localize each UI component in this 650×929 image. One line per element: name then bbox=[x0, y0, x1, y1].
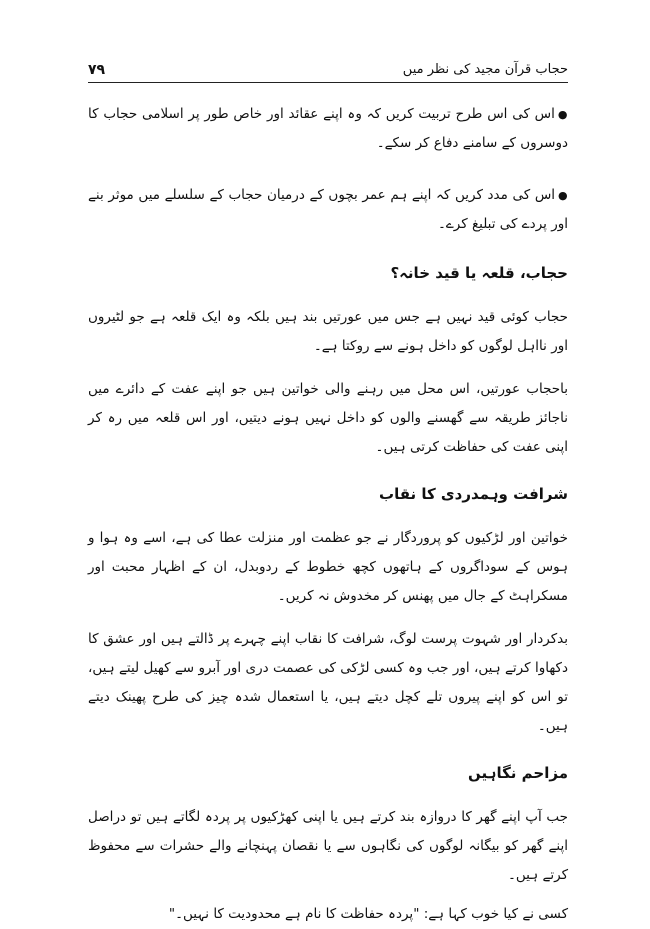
page-header bbox=[88, 60, 568, 83]
section-heading: شرافت وہمدردی کا نقاب bbox=[379, 485, 568, 503]
bullet-point-1: ● اس کی اس طرح تربیت کریں کہ وہ اپنے عقائد اور خاص طور پر اسلامی حجاب کا دوسروں کے سامنے دفاع کر سکے۔ bbox=[88, 100, 568, 158]
section-heading: مزاحم نگاہیں bbox=[468, 764, 568, 782]
page-content bbox=[88, 100, 568, 929]
paragraph: حجاب کوئی قید نہیں ہے جس میں عورتیں بند ہیں بلکہ وہ ایک قلعہ ہے جو لٹیروں اور نااہل لوگوں کو داخل ہونے سے روکتا ہے۔ bbox=[88, 309, 568, 354]
bullet-point-2: ● اس کی مدد کریں کہ اپنے ہم عمر بچوں کے درمیان حجاب کے سلسلے میں موثر بنے اور پردے کی تبلیغ کرے۔ bbox=[88, 181, 568, 239]
paragraph: جب آپ اپنے گھر کا دروازہ بند کرتے ہیں یا اپنی کھڑکیوں پر پردہ لگاتے ہیں تو دراصل اپنے گھر کو بیگانہ لوگوں کی نگاہوں سے یا نقصان پہنچانے والے حشرات سے محفوظ کرتے ہیں۔ bbox=[88, 809, 568, 883]
paragraph: خواتین اور لڑکیوں کو پروردگار نے جو عظمت اور منزلت عطا کی ہے، اسے وہ ہوا و ہوس کے سوداگروں کے ہاتھوں کچھ خطوط کے ردوبدل، ان کے اظہار محبت اور مسکراہٹ کے جال میں پھنس کر مخدوش نہ کریں۔ bbox=[88, 530, 568, 604]
section-heading: حجاب، قلعہ یا قید خانہ؟ bbox=[390, 264, 568, 282]
paragraph: باحجاب عورتیں، اس محل میں رہنے والی خواتین ہیں جو اپنے عفت کے دائرے میں ناجائز طریقہ سے گھسنے والوں کو داخل نہیں ہونے دیتیں، اور اس قلعہ میں رہ کر اپنی عفت کی حفاظت کرتی ہیں۔ bbox=[88, 381, 568, 455]
page-number: ۷۹ bbox=[88, 62, 106, 78]
paragraph: بدکردار اور شہوت پرست لوگ، شرافت کا نقاب اپنے چہرے پر ڈالتے ہیں اور عشق کا دکھاوا کرتے ہیں، اور جب وہ کسی لڑکی کی عصمت دری اور آبرو سے کھیل لیتے ہیں، تو اس کو اپنے پیروں تلے کچل دیتے ہیں، یا استعمال شدہ چیز کی طرح پھینک دیتے ہیں۔ bbox=[88, 631, 568, 734]
running-title: حجاب قرآن مجید کی نظر میں bbox=[402, 62, 568, 77]
paragraph: کسی نے کیا خوب کہا ہے: "پردہ حفاظت کا نام ہے محدودیت کا نہیں۔" bbox=[168, 906, 568, 922]
